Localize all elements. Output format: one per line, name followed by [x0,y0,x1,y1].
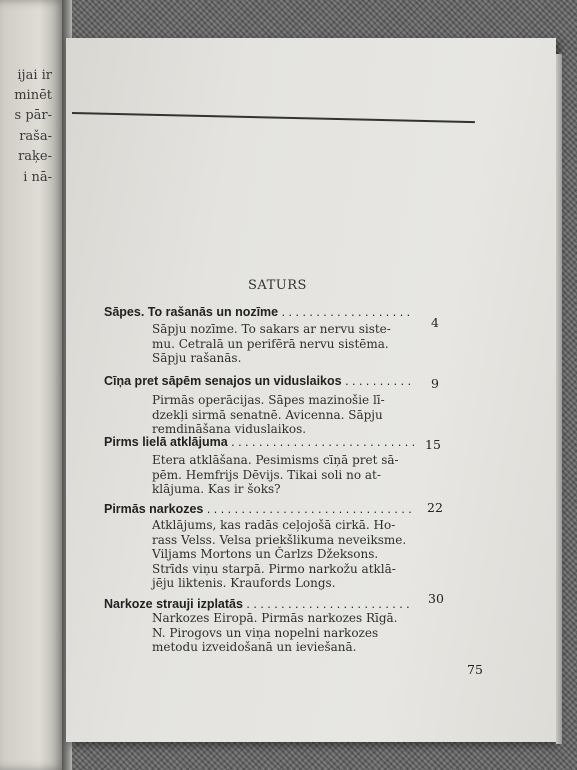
description-line: pēm. Hemfrijs Dēvijs. Tikai soli no at- [152,467,381,482]
toc-entry-title: Narkoze strauji izplatās . . . [104,597,414,611]
toc-entry-title: Pirmās narkozes . . . [104,502,414,516]
description-line: klājuma. Kas ir šoks? [152,482,281,496]
left-page-text-line: i nā- [23,170,52,185]
description-line: Sāpju nozīme. To sakars ar nervu siste- [152,322,391,336]
left-page-text-line: ijai ir [17,68,52,83]
toc-entry-page: 15 [425,437,441,452]
toc-entry-description [152,453,420,497]
toc-entry-title: Sāpes. To rašanās un nozīme . . . [104,305,414,319]
toc-entry-title: Pirms lielā atklājuma . . . [104,435,414,449]
toc-heading: SATURS [248,278,307,293]
description-line: jēju liktenis. Kraufords Longs. [152,576,336,590]
toc-entry-description [152,322,420,366]
description-line: Viljams Mortons un Čarlzs Džeksons. [152,547,379,561]
left-page-text-line: raķe- [18,149,52,164]
page-number: 75 [467,662,483,677]
description-line: Atklājums, kas radās ceļojošā cirkā. Ho- [152,518,396,532]
description-line: mu. Cetralā un perifērā nervu sistēma. [152,336,389,351]
left-page-text-line: s pār- [14,108,52,123]
description-line: Pirmās operācijas. Sāpes mazinošie lī- [152,393,385,407]
toc-entry-description [152,518,420,591]
left-page-text-line: minēt [14,88,52,103]
toc-entry-page: 22 [427,500,443,515]
page-edge [556,54,562,744]
description-line: rass Velss. Velsa priekšlikuma neveiksme. [152,532,407,547]
toc-entry-page: 9 [431,376,439,391]
description-line: Etera atklāšana. Pesimisms cīņā pret sā- [152,453,399,467]
description-line: Strīds viņu starpā. Pirmo narkožu atklā- [152,561,396,576]
left-page [0,0,66,770]
description-line: Narkozes Eiropā. Pirmās narkozes Rīgā. [152,611,398,625]
toc-entry-description [152,611,420,655]
description-line: remdināšana viduslaikos. [152,422,307,436]
toc-entry-page: 30 [428,591,444,606]
description-line: Sāpju rašanās. [152,351,242,365]
description-line: dzekļi sirmā senatnē. Avicenna. Sāpju [152,407,383,422]
left-page-text-line: raša- [19,129,52,144]
description-line: metodu izveidošanā un ieviešanā. [152,640,357,654]
toc-entry-page: 4 [431,315,439,330]
description-line: N. Pirogovs un viņa nopelni narkozes [152,625,379,640]
toc-entry-title: Cīņa pret sāpēm senajos un viduslaikos . . . [104,374,414,388]
toc-entry-description [152,393,420,437]
